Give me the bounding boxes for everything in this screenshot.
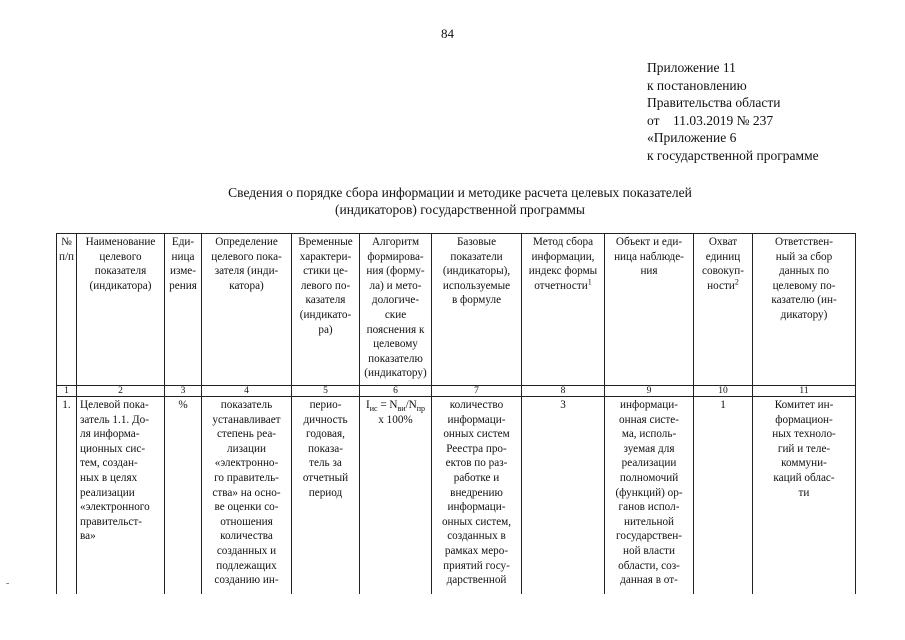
cell-definition: показатель устанавливает степень реа- лизации «электронно- го правитель- ства» на осно- ве оценки со- отношения количества созданных и подлежащих созданию ин- [202,397,292,595]
page-number: 84 [441,26,454,41]
document-title [150,184,770,218]
appendix-line: к постановлению [647,77,747,93]
column-number: 9 [605,386,694,397]
header-cell-object: Объект и еди- ница наблюде- ния [605,234,694,386]
header-cell-base-indicators: Базовые показатели (индикаторы), используемые в формуле [432,234,522,386]
column-number: 4 [202,386,292,397]
formula-symbol: = N [377,399,398,411]
header-cell-responsible: Ответствен- ный за сбор данных по целевому по- казателю (ин- дикатору) [753,234,856,386]
appendix-line: «Приложение 6 [647,130,737,145]
header-cell-definition: Определение целевого пока- зателя (инди- катора) [202,234,292,386]
margin-mark: - [6,578,10,589]
column-number: 6 [360,386,432,397]
header-cell-number: № п/п [57,234,77,386]
cell-unit: % [165,397,202,595]
column-number: 10 [694,386,753,397]
cell-method: 3 [522,397,605,595]
header-cell-unit: Еди- ница изме- рения [165,234,202,386]
column-number: 2 [77,386,165,397]
formula-symbol: /N [405,399,417,411]
column-number: 7 [432,386,522,397]
header-coverage-text: Охват единиц совокуп- ности [702,236,744,292]
header-cell-time: Временные характери- стики це- левого по- казателя (индикато- ра) [292,234,360,386]
header-method-text: Метод сбора информации, индекс формы отчетности [528,236,598,292]
cell-base-indicators: количество информаци- онных систем Реестра про- ектов по раз- работке и внедрению информаци- онных систем, созданных в рамках меро- приятий госу- дарственной [432,397,522,595]
header-cell-algorithm: Алгоритм формирова- ния (форму- ла) и мето- дологиче- ские пояснения к целевому показателю (индикатору) [360,234,432,386]
column-number: 5 [292,386,360,397]
appendix-line: от 11.03.2019 № 237 [647,112,774,128]
appendix-line: Приложение 11 [647,60,736,75]
footnote-mark: 2 [734,277,739,287]
header-cell-name: Наименование целевого показателя (индикатора) [77,234,165,386]
cell-formula [360,397,432,595]
cell-object: информаци- онная систе- ма, исполь- зуемая для реализации полномочий (функций) ор- ганов испол- нительной государствен- ной власти области, соз- данная в от- [605,397,694,595]
formula-symbol: I [365,399,370,411]
formula-sub: пр [416,404,426,414]
column-number: 8 [522,386,605,397]
indicators-table [56,233,856,594]
title-line: Сведения о порядке сбора информации и методике расчета целевых показателей [228,185,692,200]
table-header-row [57,234,856,386]
column-number: 1 [57,386,77,397]
cell-responsible: Комитет ин- формацион- ных техноло- гий и телe- коммуни- каций облас- ти [753,397,856,595]
title-line: (индикаторов) государственной программы [334,202,585,217]
formula-sub: ис [369,404,378,414]
formula-line [361,398,430,413]
header-cell-method [522,234,605,386]
header-cell-coverage [694,234,753,386]
column-numbers-row [57,386,856,397]
appendix-line: к государственной программе [647,147,819,163]
appendix-block [647,59,819,164]
cell-time: перио- дичность годовая, показа- тель за отчетный период [292,397,360,595]
cell-coverage: 1 [694,397,753,595]
table-row [57,397,856,595]
appendix-line: Правительства области [647,95,781,110]
cell-number: 1. [57,397,77,595]
column-number: 3 [165,386,202,397]
formula-line: x 100% [378,413,413,426]
footnote-mark: 1 [587,277,592,287]
formula-sub: ви [397,404,406,414]
column-number: 11 [753,386,856,397]
cell-indicator-name: Целевой пока- затель 1.1. До- ля информа- ционных сис- тем, создан- ных в целях реализации «электронного правительст- ва» [77,397,165,595]
